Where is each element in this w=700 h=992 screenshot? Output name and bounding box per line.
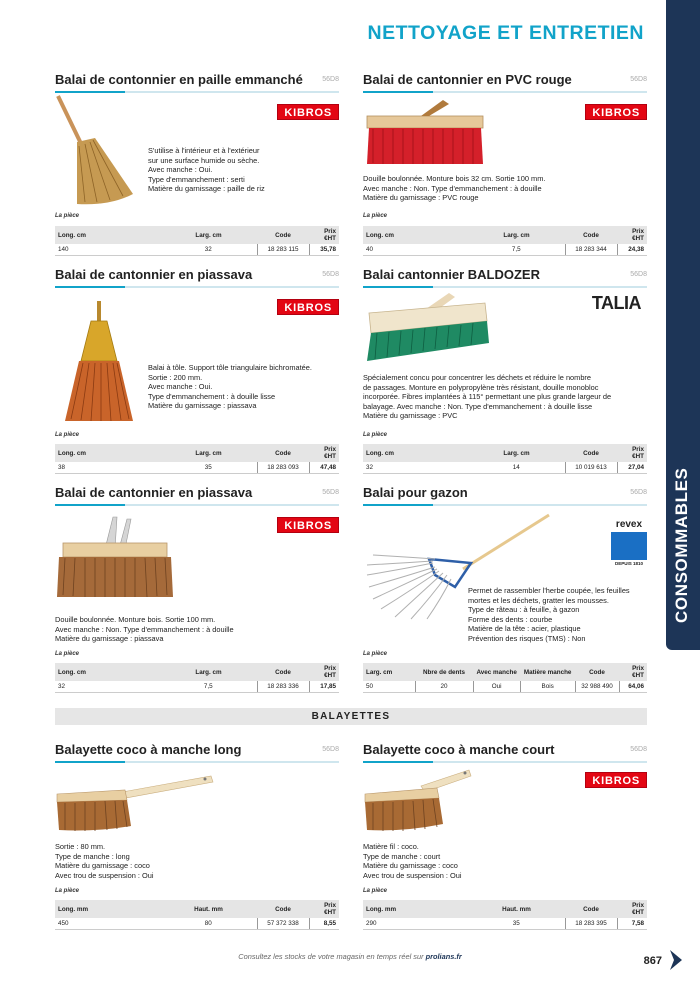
- red-pvc-broom-image: [363, 98, 491, 168]
- unit-label: La pièce: [363, 432, 388, 438]
- section-rule: [55, 504, 339, 506]
- product-description: Douille boulonnée. Monture bois. Sortie 100 mm. Avec manche : Non. Type d'emmanchement : à douille Matière du garnissage : piassava: [55, 615, 234, 644]
- price-table: [363, 444, 647, 474]
- table-header-row: Long. cm Larg. cm Code Prix €HT: [363, 226, 647, 244]
- table-header-row: Long. cm Larg. cm Code Prix €HT: [55, 444, 339, 462]
- table-header-row: Long. cm Larg. cm Code Prix €HT: [363, 444, 647, 462]
- table-header-row: Long. mm Haut. mm Code Prix €HT: [55, 900, 339, 918]
- table-row: 450 80 57 372 338 8,55: [55, 918, 339, 930]
- product-title: Balai cantonnier BALDOZER: [363, 267, 540, 282]
- table-header-row: Long. cm Larg. cm Code Prix €HT: [55, 226, 339, 244]
- kibros-logo: KIBROS: [585, 104, 647, 120]
- revex-logo: revex DEPUIS 1810: [611, 519, 647, 566]
- product-title: Balayette coco à manche long: [55, 742, 242, 757]
- price-table: [55, 226, 339, 256]
- table-header-row: Long. cm Larg. cm Code Prix €HT: [55, 663, 339, 681]
- baldozer-broom-image: [363, 291, 491, 363]
- revex-logo-block: [611, 532, 647, 560]
- short-handle-brush-image: [363, 768, 473, 834]
- price-table: [363, 900, 647, 930]
- table-row: 290 35 18 283 395 7,58: [363, 918, 647, 930]
- product-code: 56D8: [322, 489, 339, 496]
- product-title: Balayette coco à manche court: [363, 742, 555, 757]
- product-description: Douille boulonnée. Monture bois 32 cm. Sortie 100 mm. Avec manche : Non. Type d'emmanchement : à douille Matière du garnissage : PVC rouge: [363, 174, 546, 203]
- side-tab-label: CONSOMMABLES: [672, 467, 691, 623]
- price-table: [55, 444, 339, 474]
- product-section: [363, 72, 647, 252]
- unit-label: La pièce: [363, 651, 388, 657]
- section-rule: [363, 91, 647, 93]
- kibros-logo: KIBROS: [585, 772, 647, 788]
- section-rule: [55, 286, 339, 288]
- product-section: [55, 742, 339, 932]
- unit-label: La pièce: [55, 651, 80, 657]
- section-rule: [55, 91, 339, 93]
- product-code: 56D8: [630, 76, 647, 83]
- section-rule: [363, 504, 647, 506]
- section-rule: [363, 286, 647, 288]
- table-row: 50 20 Oui Bois 32 988 490 64,06: [363, 681, 647, 693]
- product-section: [363, 742, 647, 932]
- product-title: Balai de cantonnier en piassava: [55, 267, 253, 282]
- section-rule: [363, 761, 647, 763]
- unit-label: La pièce: [363, 888, 388, 894]
- unit-label: La pièce: [55, 888, 80, 894]
- price-table: [363, 226, 647, 256]
- table-row: 140 32 18 283 115 35,78: [55, 244, 339, 256]
- product-description: Sortie : 80 mm. Type de manche : long Matière du garnissage : coco Avec trou de suspension : Oui: [55, 842, 154, 880]
- price-table: [363, 663, 647, 693]
- table-row: 32 14 10 019 613 27,04: [363, 462, 647, 474]
- product-description: Balai à tôle. Support tôle triangulaire bichromatée. Sortie : 200 mm. Avec manche : Oui. Type d'emmanchement : à douille lisse Matière du garnissage : piassava: [148, 363, 312, 411]
- page-number: 867: [643, 955, 662, 967]
- product-code: 56D8: [630, 271, 647, 278]
- kibros-logo: KIBROS: [277, 104, 339, 120]
- price-table: [55, 900, 339, 930]
- product-description: Permet de rassembler l'herbe coupée, les feuilles mortes et les déchets, gratter les mousses. Type de râteau : à feuille, à gazon Forme des dents : courbe Matière de la tête : acier, plastique Prévention des risques (TMS) : Non: [468, 586, 630, 643]
- product-section: [363, 485, 647, 690]
- price-table: [55, 663, 339, 693]
- product-section: [363, 267, 647, 471]
- unit-label: La pièce: [363, 213, 388, 219]
- straw-broom-image: [55, 94, 145, 206]
- product-title: Balai de cantonnier en PVC rouge: [363, 72, 572, 87]
- unit-label: La pièce: [55, 213, 80, 219]
- product-code: 56D8: [322, 76, 339, 83]
- unit-label: La pièce: [55, 432, 80, 438]
- product-description: Matière fil : coco. Type de manche : court Matière du garnissage : coco Avec trou de suspension : Oui: [363, 842, 462, 880]
- footer-text: Consultez les stocks de votre magasin en temps réel sur prolians.fr: [238, 952, 462, 961]
- piassava-sheet-broom-image: [61, 301, 139, 423]
- footer-link[interactable]: prolians.fr: [425, 952, 462, 961]
- product-title: Balai pour gazon: [363, 485, 468, 500]
- product-description: S'utilise à l'intérieur et à l'extérieur sur une surface humide ou sèche. Avec manche : Oui. Type d'emmanchement : serti Matière du garnissage : paille de riz: [148, 146, 265, 194]
- piassava-broom-image: [55, 515, 175, 601]
- table-header-row: Long. mm Haut. mm Code Prix €HT: [363, 900, 647, 918]
- chevron-right-icon[interactable]: [668, 949, 684, 971]
- product-title: Balai de cantonnier en piassava: [55, 485, 253, 500]
- product-section: [55, 267, 339, 471]
- page-header-title: NETTOYAGE ET ENTRETIEN: [367, 22, 644, 44]
- product-code: 56D8: [322, 271, 339, 278]
- table-row: 38 35 18 283 093 47,48: [55, 462, 339, 474]
- section-rule: [55, 761, 339, 763]
- talia-logo: TALIA: [591, 293, 641, 313]
- table-row: 40 7,5 18 283 344 24,38: [363, 244, 647, 256]
- table-header-row: Larg. cm Nbre de dents Avec manche Matière manche Code Prix €HT: [363, 663, 647, 681]
- product-section: [55, 72, 339, 252]
- kibros-logo: KIBROS: [277, 299, 339, 315]
- table-row: 32 7,5 18 283 336 17,85: [55, 681, 339, 693]
- product-title: Balai de contonnier en paille emmanché: [55, 72, 303, 87]
- product-code: 56D8: [630, 489, 647, 496]
- product-code: 56D8: [630, 746, 647, 753]
- kibros-logo: KIBROS: [277, 517, 339, 533]
- long-handle-brush-image: [55, 772, 215, 834]
- balayettes-section-bar: BALAYETTES: [55, 708, 647, 725]
- product-description: Spécialement concu pour concentrer les déchets et réduire le nombre de passages. Monture en polypropylène très résistant, douille monobloc incorporée. Fibres implantées à 115° permettant une plus grande largeur de balayage. Avec manche : Non. Type d'emmanchement : à douille lisse Matière du garnissage : PVC: [363, 373, 612, 421]
- product-section: [55, 485, 339, 690]
- product-code: 56D8: [322, 746, 339, 753]
